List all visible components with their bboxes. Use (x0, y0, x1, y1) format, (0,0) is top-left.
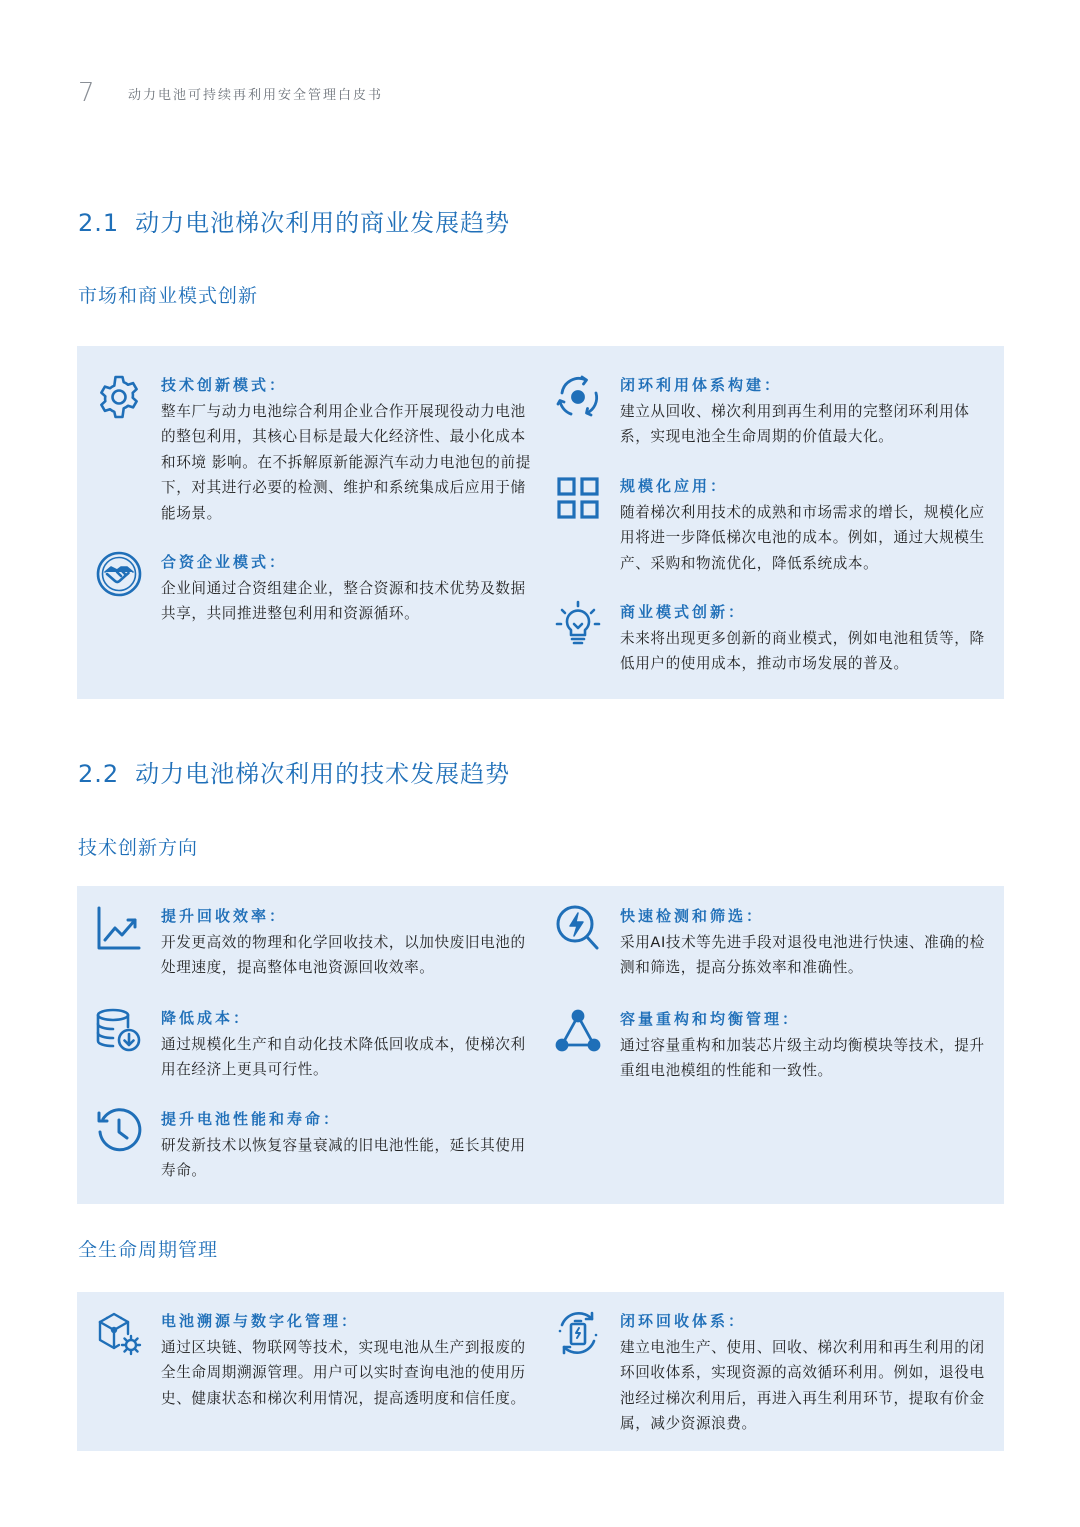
item-body: 整车厂与动力电池综合利用企业合作开展现役动力电池的整包利用，其核心目标是最大化经济性、最小化成本和环境 影响。在不拆解原新能源汽车动力电池包的前提下，对其进行必要的检测、维护和系统集成后应用于储能场景。 (161, 403, 531, 522)
section-title-2-2 (78, 754, 510, 789)
item-business-model-innovation (620, 600, 990, 677)
section-title-2-1 (78, 203, 510, 238)
item-tech-innovation-mode (161, 373, 531, 526)
item-joint-venture-mode (161, 550, 531, 627)
battery-recycle-icon (554, 1309, 602, 1357)
document-title: 动力电池可持续再利用安全管理白皮书 (128, 87, 384, 103)
section-number: 2.1 (78, 209, 120, 237)
item-title: 闭环回收体系： (620, 1312, 747, 1330)
item-closed-loop-system (620, 373, 990, 450)
page-number: 7 (78, 78, 95, 108)
item-body: 建立从回收、梯次利用到再生利用的完整闭环利用体系，实现电池全生命周期的价值最大化。 (620, 403, 970, 446)
quick-search-icon (554, 904, 602, 952)
item-body: 企业间通过合资组建企业，整合资源和技术优势及数据共享，共同推进整包利用和资源循环。 (161, 580, 526, 623)
item-body: 研发新技术以恢复容量衰减的旧电池性能，延长其使用寿命。 (161, 1137, 526, 1180)
item-title: 规模化应用： (620, 477, 729, 495)
section-heading: 动力电池梯次利用的商业发展趋势 (135, 209, 511, 237)
item-title: 商业模式创新： (620, 603, 747, 621)
item-fast-detection (620, 904, 990, 981)
database-download-icon (95, 1006, 143, 1054)
page-header (78, 78, 383, 108)
cube-gear-icon (95, 1309, 143, 1357)
subsection-title-lifecycle: 全生命周期管理 (78, 1239, 219, 1261)
panel-tech-direction (77, 886, 1004, 1204)
gear-icon (95, 373, 143, 421)
item-body: 通过容量重构和加装芯片级主动均衡模块等技术，提升重组电池模组的性能和一致性。 (620, 1037, 985, 1080)
handshake-icon (95, 550, 143, 598)
item-title: 电池溯源与数字化管理： (161, 1312, 360, 1330)
item-title: 提升回收效率： (161, 907, 288, 925)
panel-lifecycle (77, 1292, 1004, 1451)
item-reduce-cost (161, 1006, 531, 1083)
section-heading: 动力电池梯次利用的技术发展趋势 (135, 760, 511, 788)
item-battery-performance-life (161, 1107, 531, 1184)
item-title: 技术创新模式： (161, 376, 288, 394)
item-title: 快速检测和筛选： (620, 907, 765, 925)
section-number: 2.2 (78, 760, 120, 788)
item-title: 提升电池性能和寿命： (161, 1110, 342, 1128)
history-clock-icon (95, 1107, 143, 1155)
lightbulb-icon (554, 600, 602, 648)
item-body: 通过规模化生产和自动化技术降低回收成本，使梯次利用在经济上更具可行性。 (161, 1036, 526, 1079)
item-closed-loop-recycling (620, 1309, 990, 1437)
subsection-title-tech-direction: 技术创新方向 (78, 837, 199, 859)
item-scale-application (620, 474, 990, 576)
item-body: 开发更高效的物理和化学回收技术，以加快废旧电池的处理速度，提高整体电池资源回收效率。 (161, 934, 526, 977)
subsection-title-market: 市场和商业模式创新 (78, 285, 259, 307)
network-triangle-icon (554, 1007, 602, 1055)
item-capacity-rebalancing (620, 1007, 990, 1084)
cycle-icon (554, 373, 602, 421)
item-body: 建立电池生产、使用、回收、梯次利用和再生利用的闭环回收体系，实现资源的高效循环利用。例如，退役电池经过梯次利用后，再进入再生利用环节，提取有价金属，减少资源浪费。 (620, 1339, 985, 1433)
item-body: 随着梯次利用技术的成熟和市场需求的增长，规模化应用将进一步降低梯次电池的成本。例如，通过大规模生产、采购和物流优化，降低系统成本。 (620, 504, 985, 572)
item-title: 闭环利用体系构建： (620, 376, 783, 394)
item-body: 未来将出现更多创新的商业模式，例如电池租赁等，降低用户的使用成本，推动市场发展的普及。 (620, 630, 985, 673)
item-body: 采用AI技术等先进手段对退役电池进行快速、准确的检测和筛选，提高分拣效率和准确性。 (620, 934, 985, 977)
item-body: 通过区块链、物联网等技术，实现电池从生产到报废的全生命周期溯源管理。用户可以实时查询电池的使用历史、健康状态和梯次利用情况，提高透明度和信任度。 (161, 1339, 526, 1407)
item-title: 容量重构和均衡管理： (620, 1010, 801, 1028)
item-recovery-efficiency (161, 904, 531, 981)
item-traceability (161, 1309, 531, 1411)
grid-icon (554, 474, 602, 522)
panel-business-trends (77, 346, 1004, 699)
trend-chart-icon (95, 904, 143, 952)
item-title: 合资企业模式： (161, 553, 288, 571)
item-title: 降低成本： (161, 1009, 252, 1027)
